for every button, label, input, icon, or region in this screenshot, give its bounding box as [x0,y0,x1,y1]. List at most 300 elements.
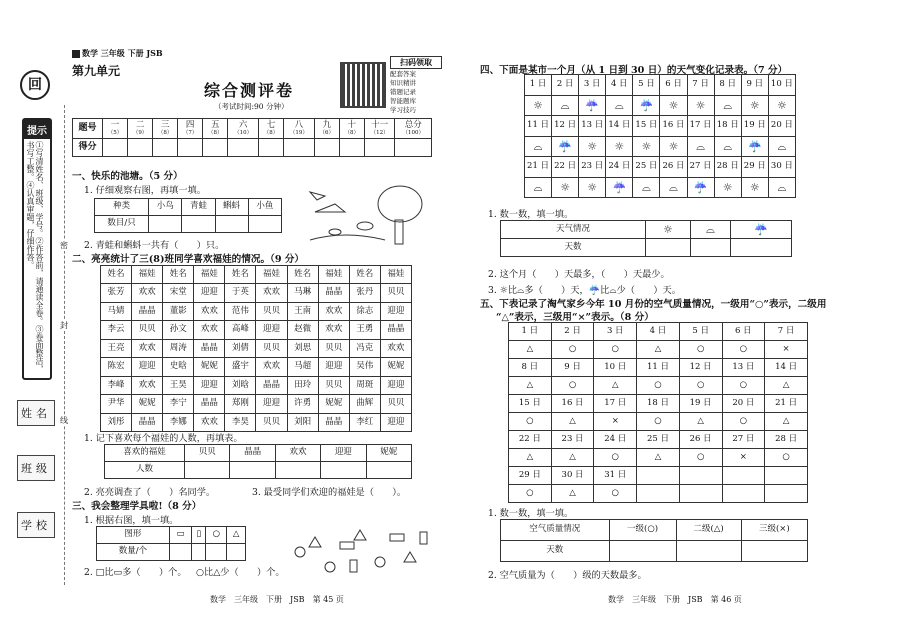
s4-day-cell: 21 日 [525,157,552,178]
weather-cloud-icon: ⌓ [606,95,633,116]
weather-rain-icon: ☔ [633,95,660,116]
seal-char-1: 密 [60,241,68,250]
s2-cell: 晶晶 [318,284,349,303]
s2-cell: 宋堂 [163,284,194,303]
s2-cell: 迎迎 [318,358,349,377]
weather-rain-icon: ☔ [741,136,768,157]
s2-cell: 晶晶 [318,413,349,432]
s2-cell: 欢欢 [256,284,287,303]
s2-cell: 许勇 [287,395,318,414]
s5-mark-cell: ○ [679,377,722,395]
s5-mark-cell: ○ [722,341,765,359]
score-table [72,118,432,157]
s1-q1: 1. 仔细观察右图，再填一填。 [84,185,206,196]
s2-cell: 欢欢 [132,284,163,303]
weather-sun-icon: ☼ [687,95,714,116]
s5-mark-cell: ○ [765,449,808,467]
s2-cell: 迎迎 [380,302,411,321]
weather-sun-icon: ☼ [525,95,552,116]
s2-cell: 欢欢 [256,358,287,377]
name-field[interactable]: 姓名 [17,400,55,426]
s2-cell: 刘晗 [225,376,256,395]
s5-mark-cell: △ [765,377,808,395]
table-row [525,136,796,157]
s5-day-cell: 22 日 [509,431,552,449]
s2-cell: 赵微 [287,321,318,340]
s4-day-cell: 11 日 [525,116,552,137]
s2-cell: 田玲 [287,376,318,395]
weather-sun-icon: ☼ [741,95,768,116]
s2-cell: 迎迎 [256,395,287,414]
s2-cell: 王南 [287,302,318,321]
score-cell[interactable] [395,139,432,157]
s2-cell: 迎迎 [194,284,225,303]
school-field[interactable]: 学校 [17,512,55,538]
s5-mark-cell: ○ [594,485,637,503]
s5-mark-cell: × [594,413,637,431]
s5-mark-cell: △ [551,485,594,503]
table-row [525,177,796,198]
score-cell[interactable] [103,139,128,157]
class-field[interactable]: 班级 [17,455,55,481]
score-col: 四 （7） [178,119,203,139]
s4-day-cell: 24 日 [606,157,633,178]
s2-header-cell: 福娃 [380,266,411,284]
s2-cell: 尹华 [101,395,132,414]
s2-header-cell: 福娃 [194,266,225,284]
s4-q1: 1. 数一数，填一填。 [488,209,574,220]
weather-sun-icon: ☼ [552,177,579,198]
s4-day-cell: 28 日 [714,157,741,178]
s5-q1: 1. 数一数，填一填。 [488,508,574,519]
s5-q1-table: 空气质量情况 一级(○) 二级(△) 三级(×) 天数 [500,519,808,562]
footer-left: 数学 三年级 下册 JSB 第 45 页 [210,595,344,604]
s2-cell: 王昊 [163,376,194,395]
s4-day-cell: 9 日 [741,75,768,96]
s2-cell: 郑刚 [225,395,256,414]
score-col: 十一 （12） [364,119,395,139]
s4-day-cell: 5 日 [633,75,660,96]
s4-day-cell: 1 日 [525,75,552,96]
s5-day-cell: 1 日 [509,323,552,341]
weather-cloud-icon: ⌓ [714,95,741,116]
s5-mark-cell: △ [551,449,594,467]
s2-cell: 张芳 [101,284,132,303]
s4-day-cell: 7 日 [687,75,714,96]
weather-sun-icon: ☼ [660,95,687,116]
s4-q1-table: 天气情况 ☼ ⌓ ☔ 天数 [500,220,792,257]
weather-cloud-icon: ⌓ [714,136,741,157]
s5-day-cell: 4 日 [637,323,680,341]
table-row [101,339,412,358]
s2-cell: 迎迎 [380,413,411,432]
s4-day-cell: 27 日 [687,157,714,178]
s2-cell: 晶晶 [194,395,225,414]
s2-cell: 李宁 [163,395,194,414]
s3-q1: 1. 根据右图，填一填。 [84,515,179,526]
s2-cell: 欢欢 [194,413,225,432]
s2-header-cell: 姓名 [287,266,318,284]
s2-cell: 欢欢 [380,339,411,358]
weather-cloud-icon: ⌓ [525,177,552,198]
subject-label: 数学 三年级 下册 JSB [82,48,163,58]
s5-mark-cell: △ [637,341,680,359]
qr-item-5: 学习技巧 [390,106,416,114]
s5-day-cell: 25 日 [637,431,680,449]
table-row [525,95,796,116]
s2-cell: 迎迎 [380,376,411,395]
seal-char-3: 线 [60,416,68,425]
s5-day-cell: 26 日 [679,431,722,449]
s4-day-cell: 20 日 [768,116,795,137]
s3-q2b: ○比△少（ ）个。 [196,567,285,578]
score-cell[interactable] [364,139,395,157]
s2-cell: 于英 [225,284,256,303]
table-row [509,323,808,341]
s2-cell: 王勇 [349,321,380,340]
table-row [509,467,808,485]
weather-sun-icon: ☼ [741,177,768,198]
unit-label: 第九单元 [72,64,121,78]
weather-cloud-icon: ⌓ [768,136,795,157]
s2-cell: 刘阳 [287,413,318,432]
score-col: 一 （5） [103,119,128,139]
s5-mark-cell: △ [679,413,722,431]
s5-day-cell: 7 日 [765,323,808,341]
s2-cell: 马超 [287,358,318,377]
s5-day-cell: 23 日 [551,431,594,449]
score-cell[interactable] [228,139,259,157]
weather-sun-icon: ☼ [714,177,741,198]
table-row [101,395,412,414]
s4-q3: 3. ☼比⌓多（ ）天，☔比⌓少（ ）天。 [488,285,681,296]
qr-item-3: 错题记录 [390,88,416,96]
s2-cell: 贝贝 [380,395,411,414]
s2-cell: 欢欢 [132,339,163,358]
table-row [509,485,808,503]
s3-table: 图形 ▭ ▯ ○ △ 数量/个 [96,526,246,561]
page-title: 综合测评卷 [204,81,295,100]
s5-mark-cell: △ [509,377,552,395]
s2-cell: 马婧 [101,302,132,321]
score-col: 二 （9） [128,119,153,139]
s2-q1-table: 喜欢的福娃 贝贝 晶晶 欢欢 迎迎 妮妮 人数 [104,444,412,479]
s5-mark-cell: △ [509,449,552,467]
s2-cell: 周斑 [349,376,380,395]
shapes-illustration [290,522,440,577]
s5-mark-cell: ○ [722,377,765,395]
s2-cell: 妮妮 [194,358,225,377]
score-col: 七 （8） [258,119,283,139]
s2-table [100,265,412,432]
score-cell[interactable] [258,139,283,157]
s2-cell: 晶晶 [256,376,287,395]
s5-day-cell: 29 日 [509,467,552,485]
s2-cell: 贝贝 [256,413,287,432]
s2-cell: 刘倩 [225,339,256,358]
s5-mark-cell: ○ [594,449,637,467]
s2-cell: 董影 [163,302,194,321]
s2-cell: 高峰 [225,321,256,340]
s2-cell: 贝贝 [318,376,349,395]
s5-mark-cell: △ [637,449,680,467]
s5-day-cell [722,467,765,485]
table-row [509,449,808,467]
s4-day-cell: 4 日 [606,75,633,96]
s5-day-cell: 16 日 [551,395,594,413]
s5-mark-cell: ○ [594,341,637,359]
s2-cell: 马琳 [287,284,318,303]
table-row [101,284,412,303]
s4-day-cell: 8 日 [714,75,741,96]
s2-cell: 欢欢 [194,321,225,340]
qr-item-2: 知识精讲 [390,79,416,87]
score-col: 三 （8） [153,119,178,139]
table-row [525,157,796,178]
s2-cell: 刘彤 [101,413,132,432]
weather-sun-icon: ☼ [606,136,633,157]
qr-item-4: 智能题库 [390,97,416,105]
s2-header-cell: 姓名 [225,266,256,284]
s5-day-cell: 5 日 [679,323,722,341]
s5-mark-cell: △ [509,341,552,359]
section-5-title: 五、下表记录了淘气家乡今年 10 月份的空气质量情况，一级用“○”表示，二级用 [480,299,827,310]
s4-day-cell: 16 日 [660,116,687,137]
score-col: 十 （8） [339,119,364,139]
s4-day-cell: 13 日 [579,116,606,137]
weather-cloud-icon: ⌓ [660,177,687,198]
seal-char-2: 封 [60,321,68,330]
qr-title: 扫码领取 [390,56,442,69]
s1-q2: 2. 青蛙和蝌蚪一共有（ ）只。 [84,240,225,251]
s5-mark-cell: ○ [509,485,552,503]
table-row [525,116,796,137]
s2-cell: 欢欢 [194,302,225,321]
weather-sun-icon: ☼ [579,177,606,198]
table-row [509,395,808,413]
s2-cell: 史晗 [163,358,194,377]
weather-sun-icon: ☼ [768,95,795,116]
s2-cell: 欢欢 [318,321,349,340]
score-row-label: 题号 [73,119,103,139]
s4-day-cell: 19 日 [741,116,768,137]
s2-cell: 刘思 [287,339,318,358]
s5-mark-cell: ○ [509,413,552,431]
table-row [101,302,412,321]
s4-day-cell: 23 日 [579,157,606,178]
weather-rain-icon: ☔ [606,177,633,198]
s2-cell: 迎迎 [256,321,287,340]
s4-table [524,74,796,198]
s5-mark-cell: △ [765,413,808,431]
s5-day-cell: 13 日 [722,359,765,377]
s5-mark-cell: △ [551,413,594,431]
s2-cell: 欢欢 [318,302,349,321]
page-logo: 回 [20,70,50,100]
s4-day-cell: 29 日 [741,157,768,178]
section-3-title: 三、我会整理学具啦!（8 分） [72,501,202,512]
s4-day-cell: 17 日 [687,116,714,137]
s2-q2: 2. 亮亮调查了（ ）名同学。 [84,487,216,498]
s2-cell: 妮妮 [132,395,163,414]
s5-mark-cell: ○ [679,341,722,359]
s2-header-cell: 福娃 [132,266,163,284]
s2-cell: 贝贝 [132,321,163,340]
s2-cell: 周涛 [163,339,194,358]
s4-day-cell: 15 日 [633,116,660,137]
score-col: 五 （8） [203,119,228,139]
s4-day-cell: 18 日 [714,116,741,137]
s5-day-cell: 6 日 [722,323,765,341]
s4-day-cell: 10 日 [768,75,795,96]
s2-cell: 迎迎 [132,358,163,377]
weather-cloud-icon: ⌓ [687,136,714,157]
s2-cell: 贝贝 [380,284,411,303]
score-cell[interactable] [128,139,153,157]
s2-cell: 晶晶 [194,339,225,358]
s5-day-cell: 20 日 [722,395,765,413]
s2-header-cell: 福娃 [318,266,349,284]
hint-box [22,118,52,380]
s5-mark-cell [722,485,765,503]
s5-mark-cell: ○ [637,413,680,431]
s2-cell: 李云 [101,321,132,340]
score-cell[interactable] [283,139,314,157]
score-cell[interactable] [203,139,228,157]
subject-tag [72,48,163,59]
s2-cell: 李峰 [101,376,132,395]
pond-illustration [305,182,445,250]
s5-day-cell: 3 日 [594,323,637,341]
s5-day-cell: 19 日 [679,395,722,413]
s4-day-cell: 6 日 [660,75,687,96]
s5-day-cell: 15 日 [509,395,552,413]
s5-day-cell: 14 日 [765,359,808,377]
s2-cell: 李娜 [163,413,194,432]
s2-cell: 盛宇 [225,358,256,377]
s5-q2: 2. 空气质量为（ ）级的天数最多。 [488,570,647,581]
weather-rain-icon: ☔ [552,136,579,157]
section-1-title: 一、快乐的池塘。（5 分） [72,171,183,182]
table-row [509,431,808,449]
s4-day-cell: 14 日 [606,116,633,137]
weather-cloud-icon: ⌓ [633,177,660,198]
qr-item-1: 配套答案 [390,70,416,78]
s2-cell: 徐志 [349,302,380,321]
s2-cell: 王亮 [101,339,132,358]
score-col: 六 （10） [228,119,259,139]
s2-cell: 贝贝 [318,339,349,358]
table-row [509,413,808,431]
s5-day-cell: 27 日 [722,431,765,449]
weather-cloud-icon: ⌓ [525,136,552,157]
qr-code[interactable] [340,62,386,108]
s5-mark-cell: △ [594,377,637,395]
qr-panel [390,56,442,114]
s2-cell: 贝贝 [256,302,287,321]
s5-mark-cell [637,485,680,503]
s4-day-cell: 22 日 [552,157,579,178]
weather-sun-icon: ☼ [660,136,687,157]
s5-mark-cell: ○ [722,413,765,431]
s5-day-cell: 8 日 [509,359,552,377]
s4-day-cell: 25 日 [633,157,660,178]
s2-cell: 欢欢 [132,376,163,395]
s5-day-cell: 12 日 [679,359,722,377]
table-row [101,413,412,432]
s5-day-cell: 10 日 [594,359,637,377]
hint-text: ①写清姓名、班级、学号。②作答前，请通读全卷。③卷面整洁，书写工整。④认真审题，仔细作答。 [26,141,44,373]
s4-q2: 2. 这个月（ ）天最多，（ ）天最少。 [488,269,670,280]
s2-cell: 晶晶 [380,321,411,340]
exam-time: （考试时间:90 分钟） [214,102,289,111]
s2-cell: 晶晶 [132,413,163,432]
weather-rain-icon: ☔ [579,95,606,116]
score-col: 九 （6） [314,119,339,139]
s5-mark-cell: ○ [551,341,594,359]
table-row [101,376,412,395]
table-row [509,341,808,359]
table-row [509,377,808,395]
section-5-title-2: “△”表示，三级用“×”表示。（8 分） [496,312,654,323]
s5-mark-cell: × [722,449,765,467]
weather-cloud-icon: ⌓ [552,95,579,116]
score-cell[interactable] [339,139,364,157]
s2-cell: 冯克 [349,339,380,358]
score-cell[interactable] [153,139,178,157]
score-cell[interactable] [178,139,203,157]
seal-line [64,105,65,585]
s5-day-cell: 31 日 [594,467,637,485]
score-row2-label: 得分 [73,139,103,157]
weather-cloud-icon: ⌓ [768,177,795,198]
s5-day-cell: 28 日 [765,431,808,449]
s2-cell: 范伟 [225,302,256,321]
s4-day-cell: 12 日 [552,116,579,137]
s2-cell: 曲辉 [349,395,380,414]
s2-q3: 3. 最受同学们欢迎的福娃是（ ）。 [252,487,407,498]
s5-mark-cell: ○ [551,377,594,395]
s2-cell: 陈宏 [101,358,132,377]
score-cell[interactable] [314,139,339,157]
s2-header-cell: 福娃 [256,266,287,284]
s5-day-cell: 21 日 [765,395,808,413]
weather-sun-icon: ☼ [633,136,660,157]
s5-mark-cell [679,485,722,503]
s5-day-cell [679,467,722,485]
s1-table: 种类 小鸟 青蛙 蝌蚪 小鱼 数目/只 [94,198,282,233]
s2-cell: 张丹 [349,284,380,303]
s2-cell: 李昊 [225,413,256,432]
table-row [509,359,808,377]
s2-header-cell: 姓名 [349,266,380,284]
s2-cell: 晶晶 [132,302,163,321]
s4-day-cell: 3 日 [579,75,606,96]
s2-cell: 妮妮 [380,358,411,377]
s2-cell: 贝贝 [256,339,287,358]
s2-cell: 李红 [349,413,380,432]
s2-cell: 吴伟 [349,358,380,377]
s2-cell: 孙文 [163,321,194,340]
hint-title: 提示 [24,120,50,139]
table-row [101,321,412,340]
s5-table [508,322,808,503]
s5-mark-cell [765,485,808,503]
s5-day-cell [637,467,680,485]
s2-q1: 1. 记下喜欢每个福娃的人数，再填表。 [84,433,243,444]
s5-mark-cell: ○ [679,449,722,467]
s5-day-cell: 30 日 [551,467,594,485]
